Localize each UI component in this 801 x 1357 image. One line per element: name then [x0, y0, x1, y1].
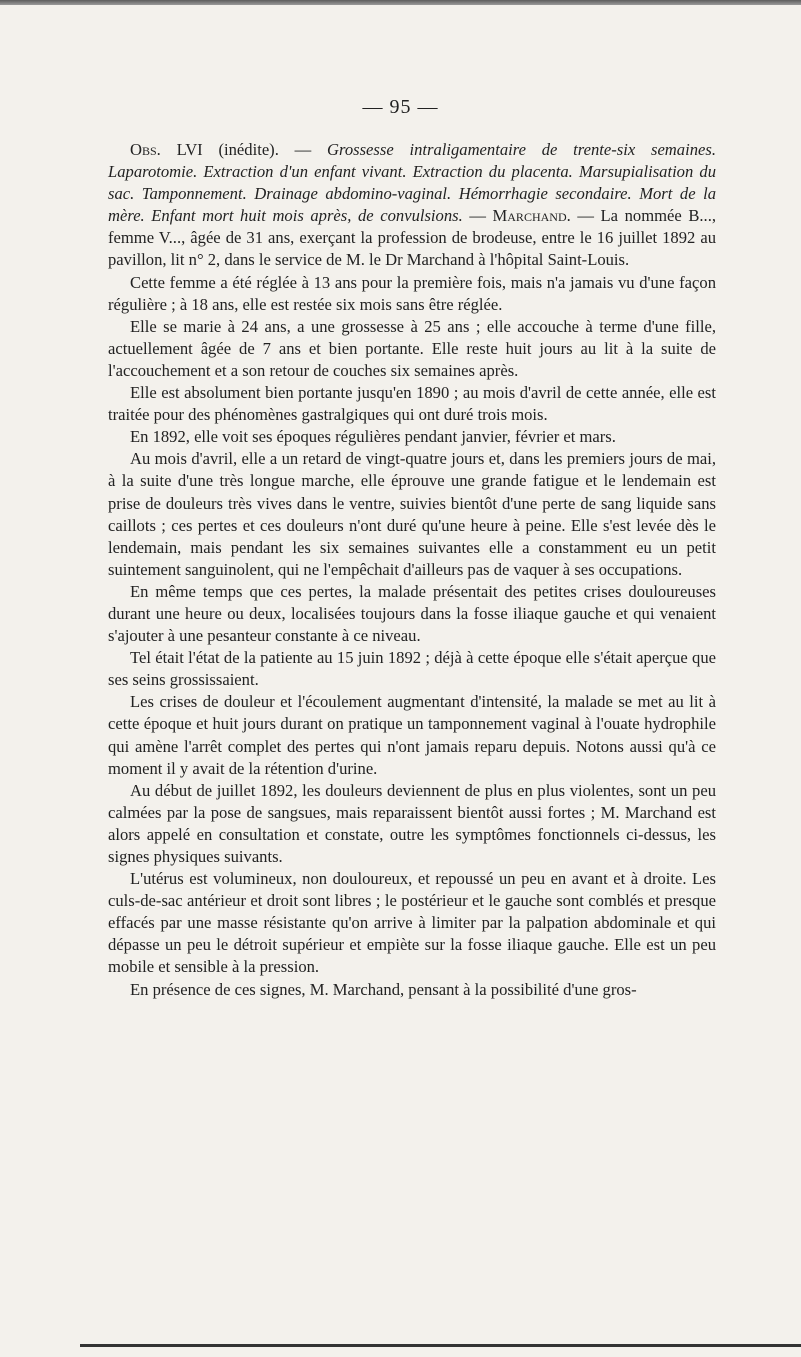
paragraph-continued: En présence de ces signes, M. Marchand, pensant à la possibilité d'une gros-: [130, 979, 637, 999]
author-name: Marchand.: [492, 206, 571, 226]
heading-dash: —: [278, 140, 328, 159]
observation-status: (inédite).: [218, 140, 279, 159]
page-number: — 95 —: [362, 96, 439, 118]
observation-label: Obs. LVI: [130, 140, 203, 159]
paragraph: Tel était l'état de la patiente au 15 juin 1892 ; déjà à cette époque elle s'était aperçue que ses seins grossissaient.: [108, 648, 716, 690]
author-dash: —: [462, 206, 493, 226]
paragraph: Elle se marie à 24 ans, a une grossesse à 25 ans ; elle accouche à terme d'une fille, actuellement âgée de 7 ans et bien portante. Elle reste huit jours au lit à la suite de l'accouchement et a son retour de couches six semaines après.: [108, 316, 716, 380]
body-text: [108, 139, 716, 1001]
paragraph: En 1892, elle voit ses époques régulières pendant janvier, février et mars.: [130, 427, 616, 447]
paragraph: En même temps que ces pertes, la malade présentait des petites crises douloureuses durant une heure ou deux, localisées toujours dans la fosse iliaque gauche et qui venaient s'ajouter à une pesanteur constante à ce niveau.: [108, 581, 716, 646]
paragraph: Elle est absolument bien portante jusqu'en 1890 ; au mois d'avril de cette année, elle est traitée pour des phénomènes gastralgiques qui ont duré trois mois.: [108, 383, 716, 425]
case-intro: — La nommée B..., femme V..., âgée de 31 ans, exerçant la profession de brodeuse, entre le 16 juillet 1892 au pavillon, lit n° 2, dans le service de M. le Dr Marchand à l'hôpital Saint-Louis.: [108, 206, 716, 270]
paragraph: Cette femme a été réglée à 13 ans pour la première fois, mais n'a jamais vu d'une façon régulière ; à 18 ans, elle est restée six mois sans être réglée.: [108, 272, 716, 314]
observation-heading-paragraph: [108, 139, 716, 272]
paragraph: Au mois d'avril, elle a un retard de vingt-quatre jours et, dans les premiers jours de mai, à la suite d'une très longue marche, elle éprouve une grande fatigue et le lendemain est prise de douleurs très vives dans le ventre, suivies bientôt d'une perte de sang liquide sans caillots ; ces pertes et ces douleurs n'ont duré qu'une heure à peine. Elle s'est levée dès le lendemain, mais pendant les six semaines suivantes elle a constamment eu un petit suintement sanguinolent, qui ne l'empêchait d'ailleurs pas de vaquer à ses occupations.: [108, 449, 716, 579]
bottom-border: [80, 1344, 801, 1347]
paragraph: L'utérus est volumineux, non douloureux, et repoussé un peu en avant et à droite. Les culs-de-sac antérieur et droit sont libres ; le postérieur et le gauche sont comblés et presque effacés par une masse résistante qu'on arrive à limiter par la palpation abdominale et qui dépasse un peu le détroit supérieur et empiète sur la fosse iliaque gauche. Elle est un peu mobile et sensible à la pression.: [108, 869, 716, 977]
top-border: [0, 0, 801, 5]
paragraph: Les crises de douleur et l'écoulement augmentant d'intensité, la malade se met au lit à cette époque et huit jours durant on pratique un tamponnement vaginal à l'ouate hydrophile qui amène l'arrêt complet des pertes qui n'ont jamais reparu depuis. Notons aussi qu'à ce moment il y avait de la rétention d'urine.: [108, 692, 716, 778]
observation-title: Grossesse intraligamentaire de trente-six semaines. Laparotomie. Extraction d'un enfant vivant. Extraction du placenta. Marsupialisation du sac. Tamponnement. Drainage abdomino-vaginal. Hémorrhagie secondaire. Mort de la mère. Enfant mort huit mois après, de convulsions.: [108, 140, 716, 226]
paragraph: Au début de juillet 1892, les douleurs deviennent de plus en plus violentes, sont un peu calmées par la pose de sangsues, mais reparaissent bientôt aussi fortes ; M. Marchand est alors appelé en consultation et constate, outre les symptômes fonctionnels ci-dessus, les signes physiques suivants.: [108, 780, 716, 866]
